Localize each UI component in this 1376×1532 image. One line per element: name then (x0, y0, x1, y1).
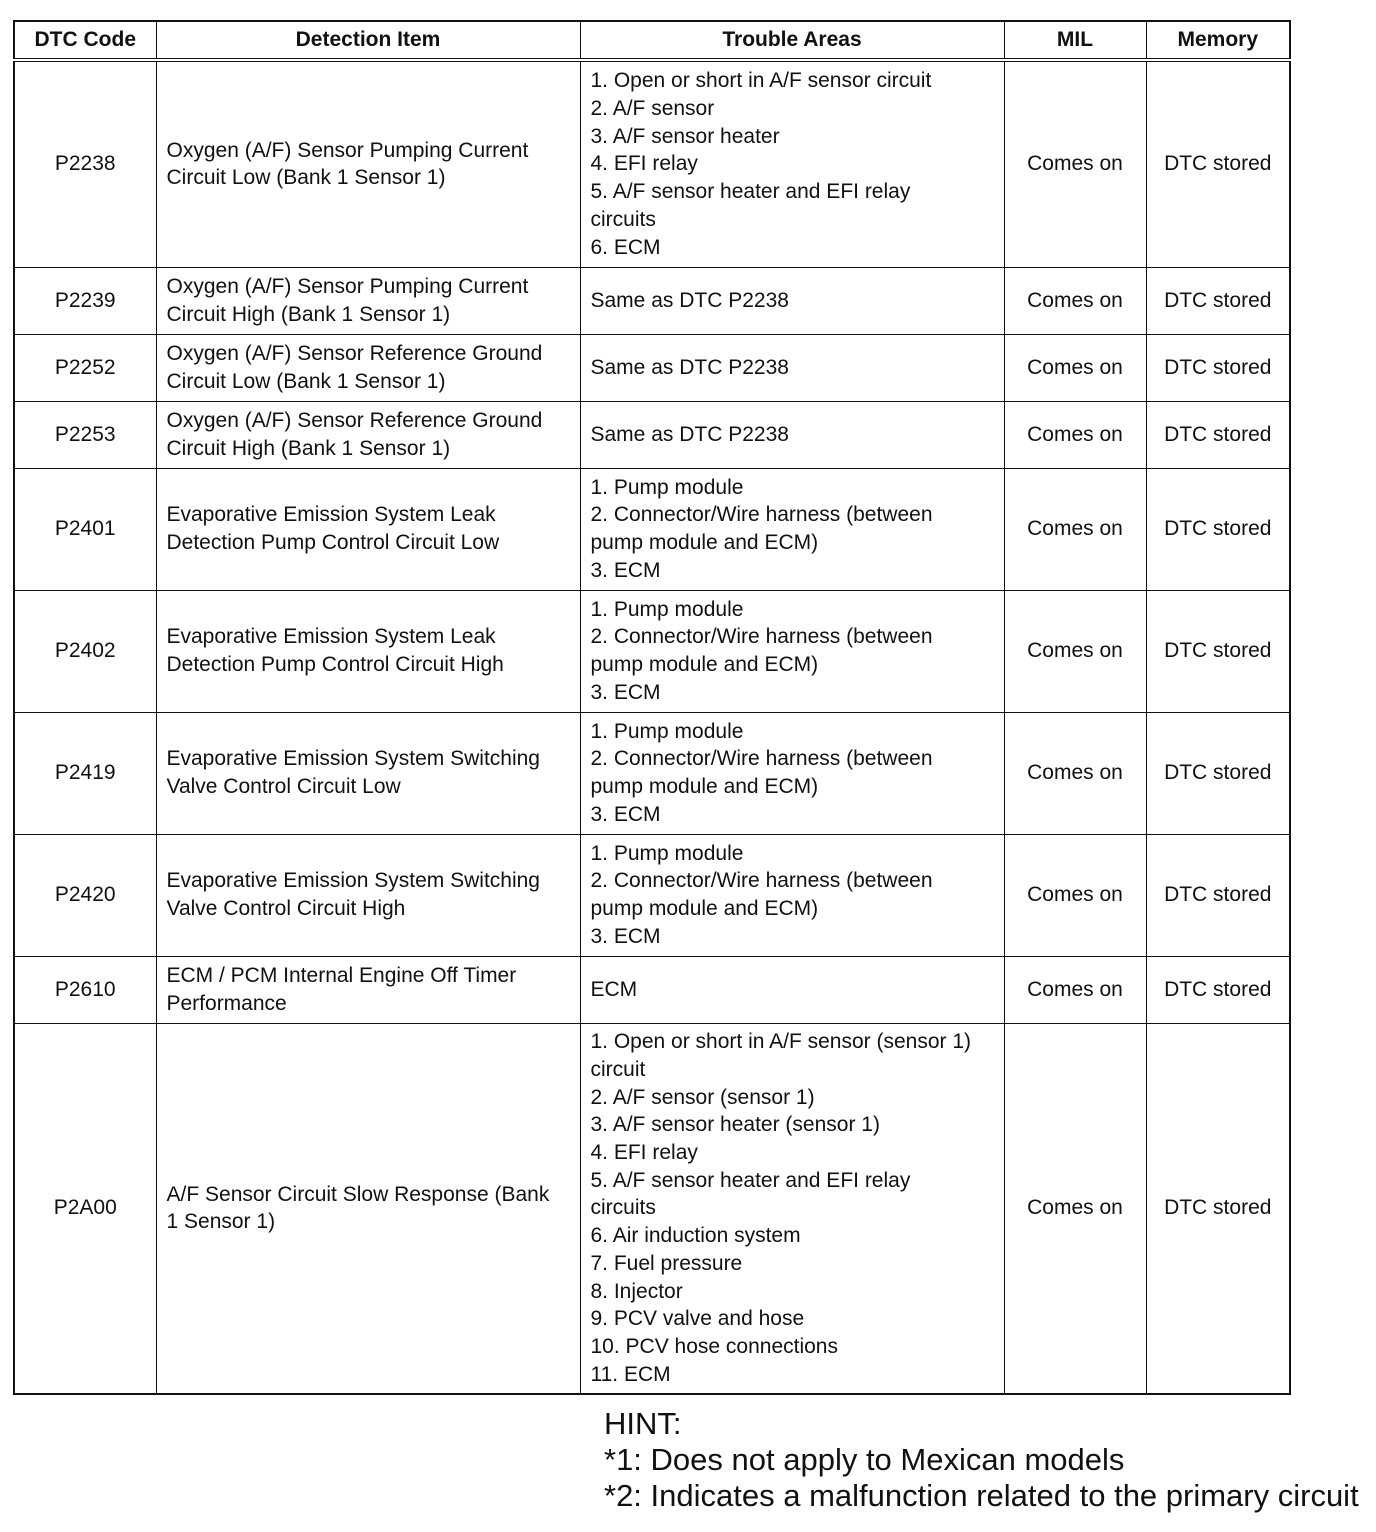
detection-item-cell (156, 956, 580, 1023)
detection-item-cell (156, 1023, 580, 1394)
trouble-area-line: 1. Open or short in A/F sensor circuit (590, 69, 932, 93)
trouble-area-line: 3. A/F sensor heater (sensor 1) (590, 1113, 880, 1137)
mil-cell: Comes on (1004, 712, 1146, 834)
trouble-areas-cell (580, 468, 1004, 590)
detection-item-line: Circuit Low (Bank 1 Sensor 1) (166, 166, 446, 190)
mil-cell: Comes on (1004, 956, 1146, 1023)
header-row (14, 21, 1290, 60)
table-row (14, 468, 1290, 590)
table-row (14, 267, 1290, 334)
detection-item-line: ECM / PCM Internal Engine Off Timer (166, 963, 517, 987)
table-row (14, 60, 1290, 267)
table-row (14, 334, 1290, 401)
trouble-area-line: 7. Fuel pressure (590, 1251, 743, 1275)
detection-item-line: Evaporative Emission System Switching (166, 869, 540, 893)
detection-item-line: Oxygen (A/F) Sensor Pumping Current (166, 274, 529, 298)
table-row (14, 834, 1290, 956)
memory-cell: DTC stored (1146, 590, 1290, 712)
hint-note-1: *1: Does not apply to Mexican models (604, 1442, 1125, 1477)
memory-cell: DTC stored (1146, 334, 1290, 401)
trouble-areas-cell (580, 267, 1004, 334)
dtc-code-cell: P2A00 (14, 1023, 156, 1394)
trouble-areas-cell (580, 956, 1004, 1023)
trouble-area-line: 2. A/F sensor (590, 96, 715, 120)
trouble-areas-cell (580, 834, 1004, 956)
detection-item-cell (156, 267, 580, 334)
detection-item-line: Circuit Low (Bank 1 Sensor 1) (166, 369, 446, 393)
mil-cell: Comes on (1004, 401, 1146, 468)
dtc-code-cell: P2253 (14, 401, 156, 468)
trouble-area-line: 3. ECM (590, 558, 661, 582)
trouble-area-line: 9. PCV valve and hose (590, 1307, 805, 1331)
mil-cell: Comes on (1004, 1023, 1146, 1394)
trouble-area-line: 1. Pump module (590, 841, 744, 865)
memory-cell: DTC stored (1146, 712, 1290, 834)
trouble-area-line: 1. Open or short in A/F sensor (sensor 1) (590, 1030, 972, 1054)
trouble-area-line: 11. ECM (590, 1362, 671, 1386)
detection-item-line: Valve Control Circuit High (166, 897, 406, 920)
trouble-area-line: 4. EFI relay (590, 152, 698, 176)
detection-item-line: Oxygen (A/F) Sensor Pumping Current (166, 138, 529, 162)
hint-section (604, 1406, 1359, 1514)
trouble-area-line: 2. Connector/Wire harness (between (590, 503, 933, 527)
detection-item-line: Oxygen (A/F) Sensor Reference Ground (166, 408, 543, 432)
detection-item-line: 1 Sensor 1) (166, 1210, 276, 1234)
dtc-table (13, 20, 1291, 1395)
dtc-code-cell: P2610 (14, 956, 156, 1023)
trouble-areas-cell (580, 712, 1004, 834)
trouble-area-line: pump module and ECM) (590, 531, 819, 554)
detection-item-line: A/F Sensor Circuit Slow Response (Bank (166, 1182, 550, 1206)
trouble-area-line: 3. ECM (590, 680, 661, 704)
dtc-code-cell: P2239 (14, 267, 156, 334)
trouble-area-line: circuits (590, 1196, 656, 1220)
detection-item-cell (156, 834, 580, 956)
trouble-area-line: 2. A/F sensor (sensor 1) (590, 1085, 815, 1109)
header-dtc-code: DTC Code (14, 21, 156, 60)
memory-cell: DTC stored (1146, 468, 1290, 590)
dtc-code-cell: P2238 (14, 60, 156, 267)
detection-item-line: Performance (166, 991, 287, 1015)
trouble-area-line: Same as DTC P2238 (590, 288, 789, 312)
detection-item-line: Valve Control Circuit Low (166, 775, 401, 798)
trouble-area-line: Same as DTC P2238 (590, 355, 789, 379)
table-row (14, 1023, 1290, 1394)
hint-title: HINT: (604, 1406, 682, 1441)
dtc-code-cell: P2401 (14, 468, 156, 590)
dtc-code-cell: P2420 (14, 834, 156, 956)
hint-note-2: *2: Indicates a malfunction related to the primary circuit (604, 1478, 1359, 1513)
trouble-area-line: 2. Connector/Wire harness (between (590, 747, 933, 771)
dtc-code-cell: P2252 (14, 334, 156, 401)
detection-item-cell (156, 468, 580, 590)
dtc-code-cell: P2419 (14, 712, 156, 834)
trouble-areas-cell (580, 60, 1004, 267)
table-body (14, 60, 1290, 1394)
trouble-areas-cell (580, 401, 1004, 468)
trouble-area-line: 3. ECM (590, 802, 661, 826)
detection-item-line: Circuit High (Bank 1 Sensor 1) (166, 436, 451, 460)
trouble-area-line: Same as DTC P2238 (590, 422, 789, 446)
trouble-areas-cell (580, 590, 1004, 712)
detection-item-line: Detection Pump Control Circuit High (166, 653, 504, 676)
table-row (14, 401, 1290, 468)
mil-cell: Comes on (1004, 834, 1146, 956)
detection-item-line: Evaporative Emission System Switching (166, 747, 540, 771)
trouble-area-line: circuits (590, 207, 656, 231)
mil-cell: Comes on (1004, 590, 1146, 712)
trouble-area-line: 1. Pump module (590, 597, 744, 621)
header-detection-item: Detection Item (156, 21, 580, 60)
table-row (14, 590, 1290, 712)
detection-item-line: Detection Pump Control Circuit Low (166, 531, 500, 554)
mil-cell: Comes on (1004, 334, 1146, 401)
trouble-area-line: 2. Connector/Wire harness (between (590, 625, 933, 649)
detection-item-cell (156, 401, 580, 468)
trouble-area-line: 1. Pump module (590, 475, 744, 499)
trouble-areas-cell (580, 334, 1004, 401)
trouble-area-line: 6. ECM (590, 235, 661, 259)
memory-cell: DTC stored (1146, 267, 1290, 334)
header-trouble-areas: Trouble Areas (580, 21, 1004, 60)
mil-cell: Comes on (1004, 60, 1146, 267)
detection-item-cell (156, 712, 580, 834)
detection-item-line: Circuit High (Bank 1 Sensor 1) (166, 302, 451, 326)
dtc-code-cell: P2402 (14, 590, 156, 712)
trouble-area-line: 3. A/F sensor heater (590, 124, 780, 148)
trouble-area-line: 6. Air induction system (590, 1224, 801, 1248)
table-row (14, 712, 1290, 834)
trouble-area-line: 3. ECM (590, 924, 661, 948)
trouble-area-line: 4. EFI relay (590, 1140, 698, 1164)
memory-cell: DTC stored (1146, 60, 1290, 267)
header-mil: MIL (1004, 21, 1146, 60)
detection-item-cell (156, 60, 580, 267)
trouble-area-line: pump module and ECM) (590, 897, 819, 920)
trouble-area-line: pump module and ECM) (590, 775, 819, 798)
trouble-area-line: 5. A/F sensor heater and EFI relay (590, 180, 911, 204)
trouble-area-line: 10. PCV hose connections (590, 1334, 838, 1358)
trouble-area-line: 5. A/F sensor heater and EFI relay (590, 1168, 911, 1192)
detection-item-line: Evaporative Emission System Leak (166, 625, 496, 649)
memory-cell: DTC stored (1146, 834, 1290, 956)
trouble-area-line: 1. Pump module (590, 719, 744, 743)
mil-cell: Comes on (1004, 468, 1146, 590)
memory-cell: DTC stored (1146, 401, 1290, 468)
trouble-area-line: 2. Connector/Wire harness (between (590, 869, 933, 893)
memory-cell: DTC stored (1146, 956, 1290, 1023)
detection-item-line: Evaporative Emission System Leak (166, 503, 496, 527)
mil-cell: Comes on (1004, 267, 1146, 334)
table-row (14, 956, 1290, 1023)
trouble-area-line: pump module and ECM) (590, 653, 819, 676)
detection-item-cell (156, 590, 580, 712)
header-memory: Memory (1146, 21, 1290, 60)
detection-item-cell (156, 334, 580, 401)
memory-cell: DTC stored (1146, 1023, 1290, 1394)
trouble-area-line: 8. Injector (590, 1279, 683, 1303)
detection-item-line: Oxygen (A/F) Sensor Reference Ground (166, 341, 543, 365)
trouble-area-line: ECM (590, 977, 638, 1001)
trouble-areas-cell (580, 1023, 1004, 1394)
trouble-area-line: circuit (590, 1057, 646, 1081)
